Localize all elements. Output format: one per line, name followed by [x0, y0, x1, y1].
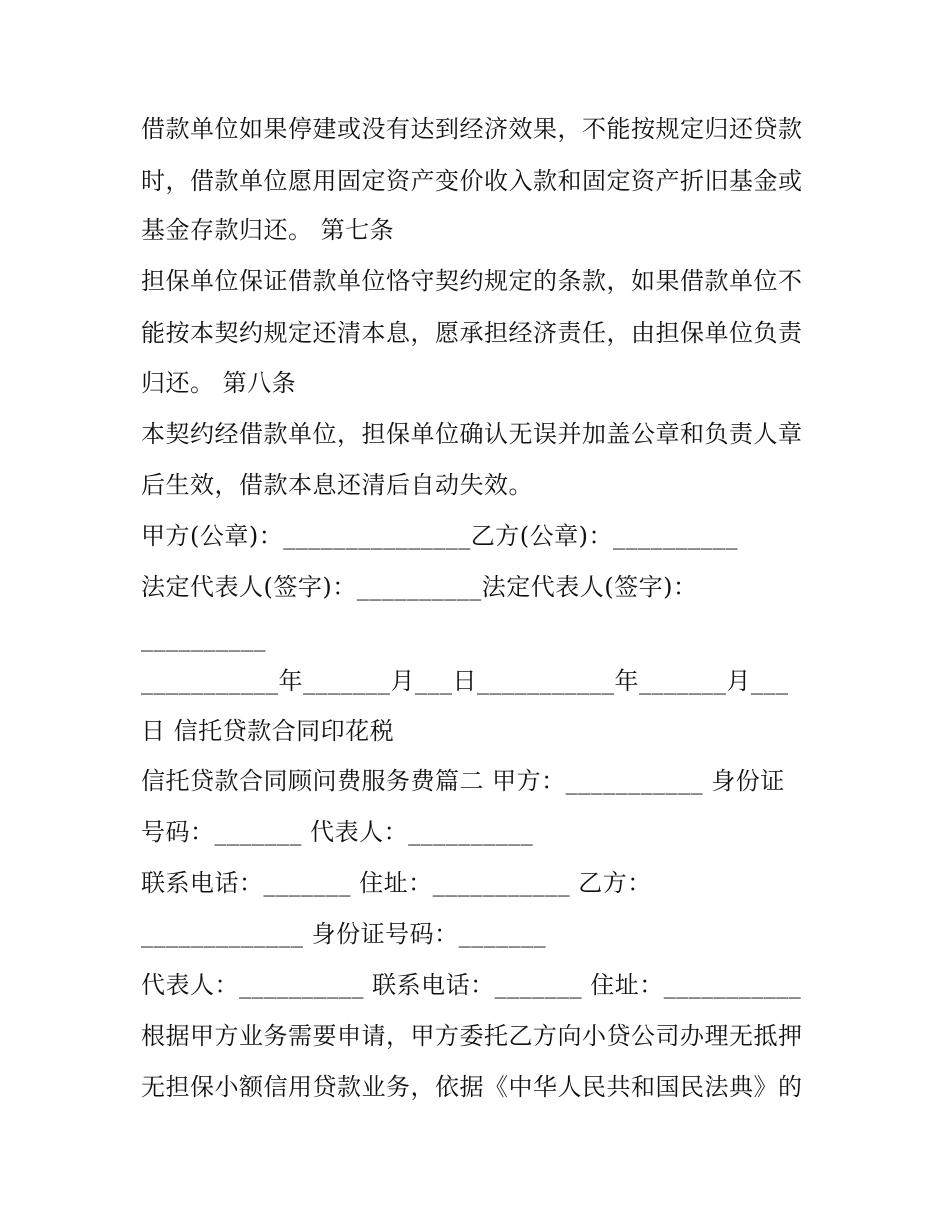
paragraph-line-1: 借款单位如果停建或没有达到经济效果，不能按规定归还贷款 — [141, 115, 803, 143]
paragraph-line-3: 基金存款归还。 第七条 — [141, 216, 395, 244]
paragraph-line-4: 担保单位保证借款单位恪守契约规定的条款，如果借款单位不 — [141, 267, 803, 295]
paragraph-line-19: 根据甲方业务需要申请，甲方委托乙方向小贷公司办理无抵押 — [141, 1022, 803, 1050]
paragraph-line-2: 时，借款单位愿用固定资产变价收入款和固定资产折旧基金或 — [141, 167, 803, 195]
paragraph-line-7: 本契约经借款单位，担保单位确认无误并加盖公章和负责人章 — [141, 420, 803, 448]
paragraph-line-13: 日 信托贷款合同印花税 — [141, 717, 395, 745]
paragraph-line-17: _____________ 身份证号码：_______ — [141, 920, 547, 948]
paragraph-line-8: 后生效，借款本息还清后自动失效。 — [141, 471, 533, 499]
paragraph-line-6: 归还。 第八条 — [141, 369, 297, 397]
signature-line-legal-reps: 法定代表人(签字)：__________法定代表人(签字)： — [141, 573, 698, 601]
paragraph-line-18: 代表人：__________ 联系电话：_______ 住址：___________ — [141, 971, 802, 999]
paragraph-line-14: 信托贷款合同顾问费服务费篇二 甲方：___________ 身份证 — [141, 767, 785, 795]
paragraph-line-16: 联系电话：_______ 住址：___________ 乙方： — [141, 869, 652, 897]
signature-blank: __________ — [141, 624, 266, 652]
paragraph-line-15: 号码：_______ 代表人：__________ — [141, 818, 534, 846]
paragraph-line-5: 能按本契约规定还清本息，愿承担经济责任，由担保单位负责 — [141, 319, 803, 347]
signature-line-party-seals: 甲方(公章)：_______________乙方(公章)：__________ — [141, 522, 738, 550]
date-line: ___________年_______月___日___________年_______月___ — [141, 667, 789, 695]
paragraph-line-20: 无担保小额信用贷款业务，依据《中华人民共和国民法典》的 — [141, 1073, 803, 1101]
